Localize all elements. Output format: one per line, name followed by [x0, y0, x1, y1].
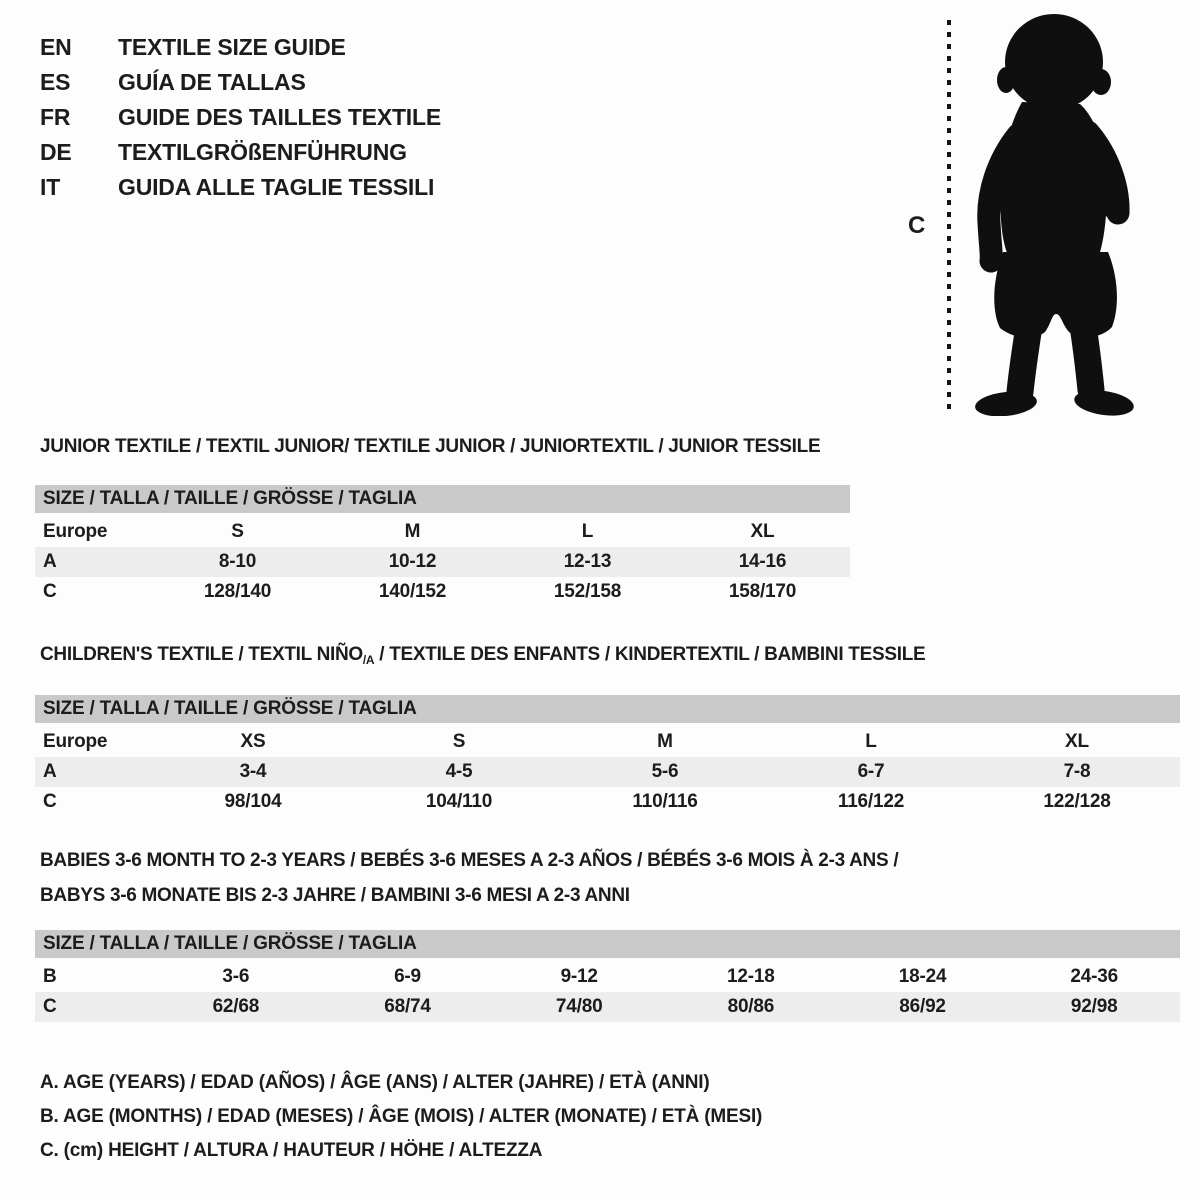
children-title-subscript: /A [362, 653, 375, 667]
language-row [40, 100, 441, 135]
table-row [35, 577, 850, 607]
language-code: DE [40, 139, 72, 165]
junior-section-title: JUNIOR TEXTILE / TEXTIL JUNIOR/ TEXTILE JUNIOR / JUNIORTEXTIL / JUNIOR TESSILE [40, 436, 821, 457]
table-cell: 128/140 [203, 581, 272, 602]
language-code: IT [40, 174, 61, 200]
table-cell: XS [240, 731, 266, 752]
row-label: B [43, 966, 57, 987]
table-cell: 68/74 [384, 996, 431, 1017]
table-cell: M [404, 521, 421, 542]
measurement-legend [40, 1066, 762, 1168]
row-label: Europe [43, 731, 108, 752]
table-cell: L [865, 731, 877, 752]
babies-size-table [35, 930, 1180, 1022]
table-cell: 14-16 [738, 551, 787, 572]
table-row [35, 517, 850, 547]
language-label: GUIDE DES TAILLES TEXTILE [118, 104, 441, 130]
row-label: Europe [43, 521, 108, 542]
language-code: EN [40, 34, 72, 60]
table-cell: XL [1065, 731, 1089, 752]
table-cell: 122/128 [1043, 791, 1111, 812]
table-row [35, 787, 1180, 817]
legend-line-a: A. AGE (YEARS) / EDAD (AÑOS) / ÂGE (ANS) / ALTER (JAHRE) / ETÀ (ANNI) [40, 1072, 710, 1093]
size-header-bar: SIZE / TALLA / TAILLE / GRÖSSE / TAGLIA [35, 930, 1180, 958]
table-cell: 3-6 [222, 966, 250, 987]
babies-title-line1: BABIES 3-6 MONTH TO 2-3 YEARS / BEBÉS 3-6 MESES A 2-3 AÑOS / BÉBÉS 3-6 MOIS À 2-3 ANS / [40, 850, 899, 871]
size-header-bar: SIZE / TALLA / TAILLE / GRÖSSE / TAGLIA [35, 695, 1180, 723]
table-cell: S [452, 731, 466, 752]
measure-label-c: C [908, 212, 926, 239]
legend-line-b: B. AGE (MONTHS) / EDAD (MESES) / ÂGE (MOIS) / ALTER (MONATE) / ETÀ (MESI) [40, 1106, 763, 1127]
language-list [40, 30, 441, 205]
children-section-title [40, 644, 925, 667]
language-code: FR [40, 104, 71, 130]
row-label: A [43, 551, 57, 572]
table-cell: 8-10 [218, 551, 257, 572]
table-cell: 7-8 [1063, 761, 1091, 782]
babies-title-line2: BABYS 3-6 MONATE BIS 2-3 JAHRE / BAMBINI 3-6 MESI A 2-3 ANNI [40, 885, 630, 906]
table-cell: 86/92 [899, 996, 946, 1017]
table-cell: 12-13 [563, 551, 612, 572]
language-row [40, 65, 441, 100]
children-title-text: / TEXTILE DES ENFANTS / KINDERTEXTIL / BAMBINI TESSILE [374, 644, 926, 665]
table-cell: 62/68 [212, 996, 260, 1017]
language-label: GUÍA DE TALLAS [118, 69, 306, 95]
legend-line-c: C. (cm) HEIGHT / ALTURA / HAUTEUR / HÖHE / ALTEZZA [40, 1140, 543, 1161]
junior-size-table [35, 485, 850, 607]
row-label: C [43, 581, 57, 602]
table-cell: 158/170 [728, 581, 797, 602]
table-cell: 140/152 [378, 581, 447, 602]
size-header-bar: SIZE / TALLA / TAILLE / GRÖSSE / TAGLIA [35, 485, 850, 513]
table-cell: XL [750, 521, 775, 542]
table-cell: 18-24 [898, 966, 947, 987]
table-cell: S [231, 521, 244, 542]
table-cell: 4-5 [445, 761, 473, 782]
table-cell: 152/158 [553, 581, 622, 602]
language-row [40, 135, 441, 170]
language-label: TEXTILGRÖßENFÜHRUNG [118, 139, 407, 165]
table-row [35, 962, 1180, 992]
table-cell: 74/80 [555, 996, 603, 1017]
table-cell: 110/116 [632, 791, 698, 812]
table-cell: L [581, 521, 594, 542]
table-cell: 104/110 [425, 791, 493, 812]
table-cell: 98/104 [224, 791, 282, 812]
children-title-text: CHILDREN'S TEXTILE / TEXTIL NIÑO [40, 644, 363, 665]
table-cell: 24-36 [1070, 966, 1118, 987]
table-cell: 10-12 [388, 551, 437, 572]
language-code: ES [40, 69, 71, 95]
table-row [35, 992, 1180, 1022]
table-cell: 92/98 [1070, 996, 1118, 1017]
table-cell: 80/86 [727, 996, 775, 1017]
language-row [40, 30, 441, 65]
table-cell: 12-18 [727, 966, 775, 987]
language-label: GUIDA ALLE TAGLIE TESSILI [118, 174, 435, 200]
table-row [35, 547, 850, 577]
table-cell: 116/122 [837, 791, 905, 812]
row-label: C [43, 791, 57, 812]
table-cell: 6-7 [857, 761, 885, 782]
language-row [40, 170, 441, 205]
baby-silhouette-image [962, 10, 1148, 416]
table-row [35, 727, 1180, 757]
table-cell: 9-12 [560, 966, 598, 987]
row-label: C [43, 996, 57, 1017]
table-row [35, 757, 1180, 787]
table-cell: 6-9 [394, 966, 421, 987]
table-cell: 5-6 [651, 761, 679, 782]
children-size-table [35, 695, 1180, 817]
table-cell: 3-4 [239, 761, 267, 782]
language-label: TEXTILE SIZE GUIDE [118, 34, 346, 60]
table-cell: M [657, 731, 673, 752]
babies-section-title [40, 843, 898, 913]
height-measure-line [946, 20, 952, 416]
row-label: A [43, 761, 57, 782]
